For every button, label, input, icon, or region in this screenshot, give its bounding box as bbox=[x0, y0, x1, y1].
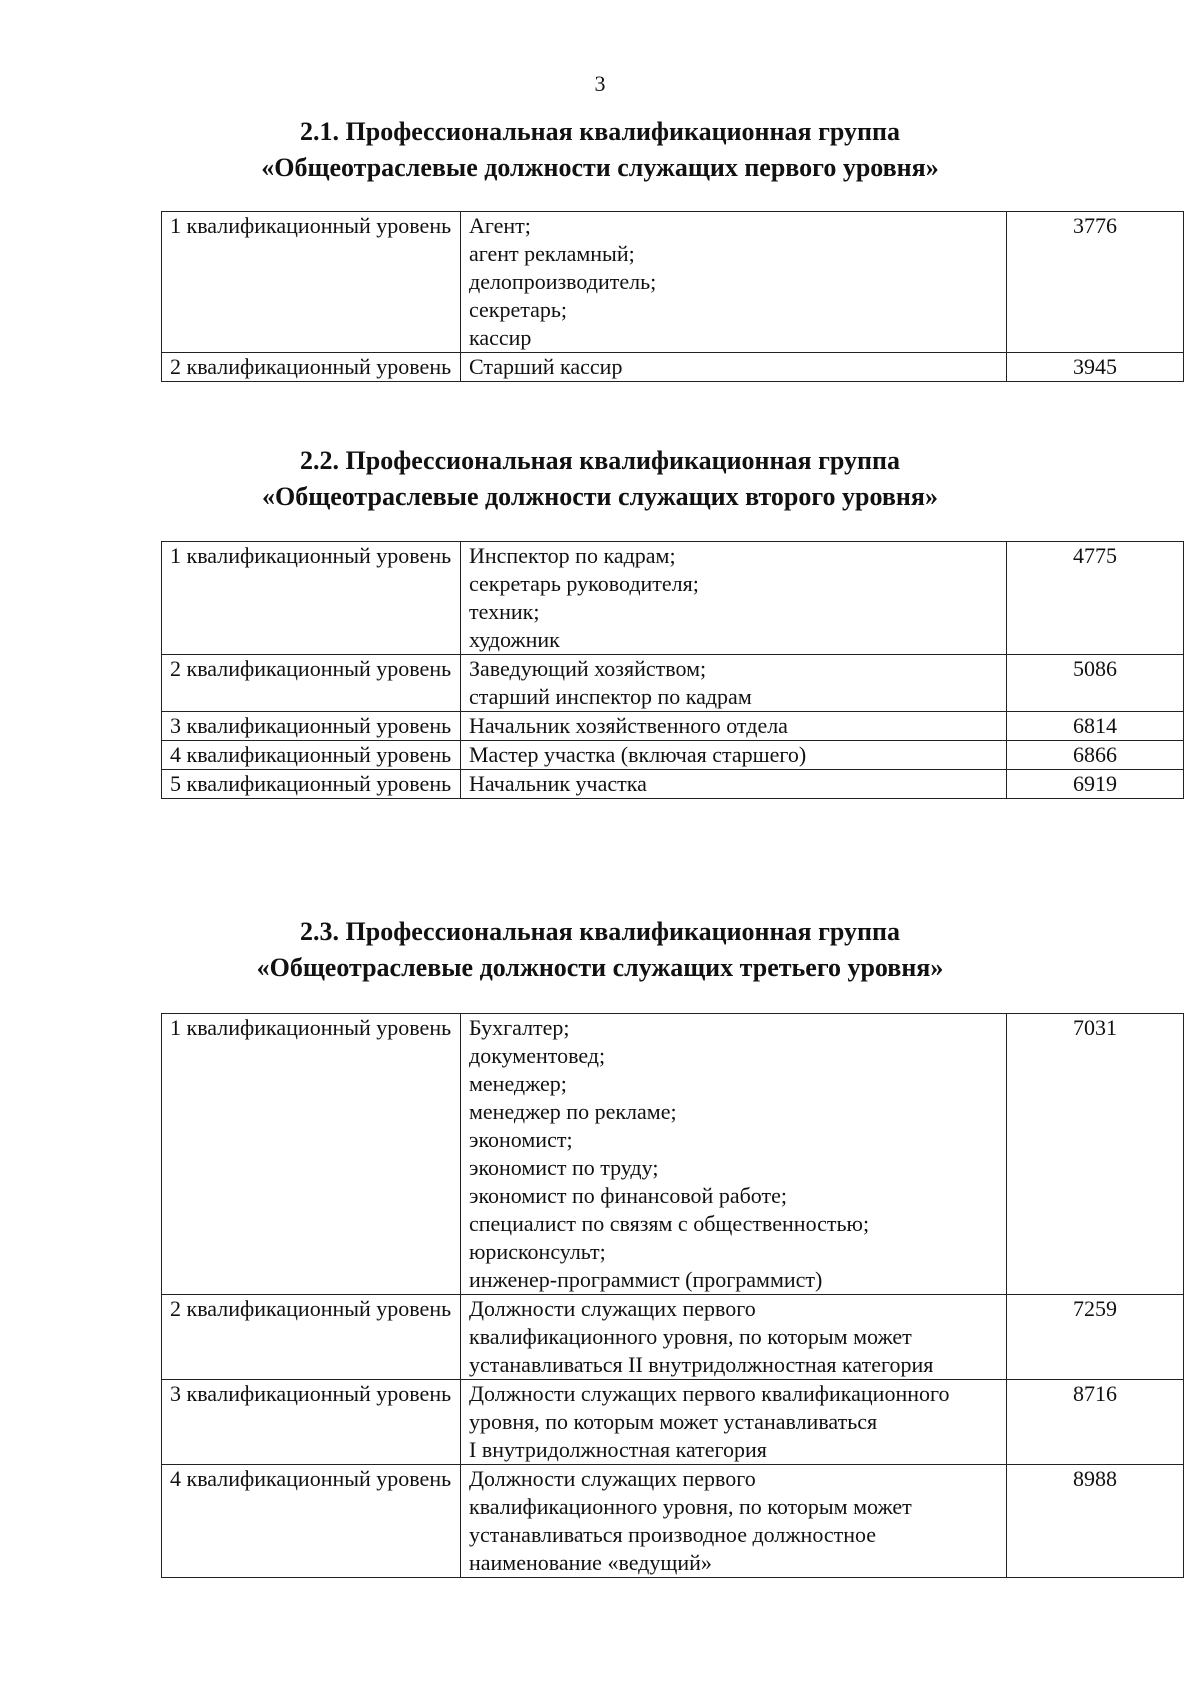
position-line: инженер-программист (программист) bbox=[469, 1267, 823, 1292]
position-line: экономист по финансовой работе; bbox=[469, 1183, 787, 1208]
positions-cell bbox=[461, 1014, 1007, 1295]
position-line: старший инспектор по кадрам bbox=[469, 684, 752, 709]
level-cell: 2 квалификационный уровень bbox=[162, 353, 461, 382]
position-line: агент рекламный; bbox=[469, 241, 635, 266]
position-line: Должности служащих первого квалификационного bbox=[469, 1381, 950, 1406]
level-cell: 5 квалификационный уровень bbox=[162, 770, 461, 799]
position-line: Начальник участка bbox=[469, 771, 647, 796]
position-line: Старший кассир bbox=[469, 354, 623, 379]
position-line: менеджер; bbox=[469, 1071, 567, 1096]
level-cell: 1 квалификационный уровень bbox=[162, 542, 461, 655]
position-line: Мастер участка (включая старшего) bbox=[469, 742, 807, 767]
positions-cell bbox=[461, 1465, 1007, 1578]
section-subtitle: «Общеотраслевые должности служащих третьего уровня» bbox=[256, 953, 944, 982]
position-line: Заведующий хозяйством; bbox=[469, 656, 707, 681]
qualification-table bbox=[161, 541, 1184, 799]
position-line: техник; bbox=[469, 599, 540, 624]
position-line: Должности служащих первого bbox=[469, 1296, 756, 1321]
section-title: 2.3. Профессиональная квалификационная группа bbox=[300, 917, 900, 946]
salary-cell: 4775 bbox=[1007, 542, 1184, 655]
section-subtitle: «Общеотраслевые должности служащих второго уровня» bbox=[262, 482, 938, 511]
section-heading bbox=[0, 443, 1200, 515]
position-line: квалификационного уровня, по которым может bbox=[469, 1494, 912, 1519]
position-line: I внутридолжностная категория bbox=[469, 1437, 767, 1462]
position-line: Инспектор по кадрам; bbox=[469, 543, 676, 568]
section-title: 2.2. Профессиональная квалификационная группа bbox=[300, 446, 900, 475]
section-heading bbox=[0, 914, 1200, 986]
position-line: устанавливаться производное должностное bbox=[469, 1522, 877, 1547]
position-line: кассир bbox=[469, 325, 532, 350]
table-row bbox=[162, 1465, 1184, 1578]
section-title: 2.1. Профессиональная квалификационная группа bbox=[300, 117, 900, 146]
positions-cell bbox=[461, 353, 1007, 382]
positions-cell bbox=[461, 655, 1007, 712]
position-line: Агент; bbox=[469, 213, 531, 238]
level-cell: 1 квалификационный уровень bbox=[162, 212, 461, 353]
table-row bbox=[162, 770, 1184, 799]
position-line: Должности служащих первого bbox=[469, 1466, 756, 1491]
position-line: художник bbox=[469, 627, 560, 652]
salary-cell: 8716 bbox=[1007, 1380, 1184, 1465]
position-line: юрисконсульт; bbox=[469, 1239, 606, 1264]
position-line: экономист; bbox=[469, 1127, 573, 1152]
qualification-table bbox=[161, 211, 1184, 382]
positions-cell bbox=[461, 542, 1007, 655]
position-line: наименование «ведущий» bbox=[469, 1550, 712, 1575]
position-line: документовед; bbox=[469, 1043, 606, 1068]
position-line: специалист по связям с общественностью; bbox=[469, 1211, 870, 1236]
level-cell: 4 квалификационный уровень bbox=[162, 741, 461, 770]
table-row bbox=[162, 353, 1184, 382]
salary-cell: 7031 bbox=[1007, 1014, 1184, 1295]
table-row bbox=[162, 712, 1184, 741]
section-subtitle: «Общеотраслевые должности служащих первого уровня» bbox=[261, 153, 939, 182]
position-line: устанавливаться II внутридолжностная категория bbox=[469, 1352, 934, 1377]
positions-cell bbox=[461, 212, 1007, 353]
positions-cell bbox=[461, 712, 1007, 741]
salary-cell: 6814 bbox=[1007, 712, 1184, 741]
table-row bbox=[162, 655, 1184, 712]
page-number: 3 bbox=[594, 71, 606, 96]
salary-cell: 5086 bbox=[1007, 655, 1184, 712]
level-cell: 2 квалификационный уровень bbox=[162, 1295, 461, 1380]
salary-cell: 3945 bbox=[1007, 353, 1184, 382]
position-line: уровня, по которым может устанавливаться bbox=[469, 1409, 878, 1434]
salary-cell: 3776 bbox=[1007, 212, 1184, 353]
table-row bbox=[162, 1014, 1184, 1295]
table-row bbox=[162, 1380, 1184, 1465]
level-cell: 1 квалификационный уровень bbox=[162, 1014, 461, 1295]
positions-cell bbox=[461, 741, 1007, 770]
level-cell: 3 квалификационный уровень bbox=[162, 1380, 461, 1465]
position-line: Начальник хозяйственного отдела bbox=[469, 713, 788, 738]
table-row bbox=[162, 1295, 1184, 1380]
position-line: секретарь; bbox=[469, 297, 568, 322]
salary-cell: 8988 bbox=[1007, 1465, 1184, 1578]
positions-cell bbox=[461, 1380, 1007, 1465]
table-row bbox=[162, 542, 1184, 655]
position-line: квалификационного уровня, по которым может bbox=[469, 1324, 912, 1349]
position-line: Бухгалтер; bbox=[469, 1015, 570, 1040]
positions-cell bbox=[461, 1295, 1007, 1380]
table-row bbox=[162, 212, 1184, 353]
table-row bbox=[162, 741, 1184, 770]
level-cell: 4 квалификационный уровень bbox=[162, 1465, 461, 1578]
position-line: экономист по труду; bbox=[469, 1155, 659, 1180]
position-line: менеджер по рекламе; bbox=[469, 1099, 677, 1124]
salary-cell: 7259 bbox=[1007, 1295, 1184, 1380]
position-line: делопроизводитель; bbox=[469, 269, 657, 294]
salary-cell: 6919 bbox=[1007, 770, 1184, 799]
positions-cell bbox=[461, 770, 1007, 799]
section-heading bbox=[0, 114, 1200, 186]
level-cell: 3 квалификационный уровень bbox=[162, 712, 461, 741]
position-line: секретарь руководителя; bbox=[469, 571, 699, 596]
salary-cell: 6866 bbox=[1007, 741, 1184, 770]
qualification-table bbox=[161, 1013, 1184, 1578]
level-cell: 2 квалификационный уровень bbox=[162, 655, 461, 712]
